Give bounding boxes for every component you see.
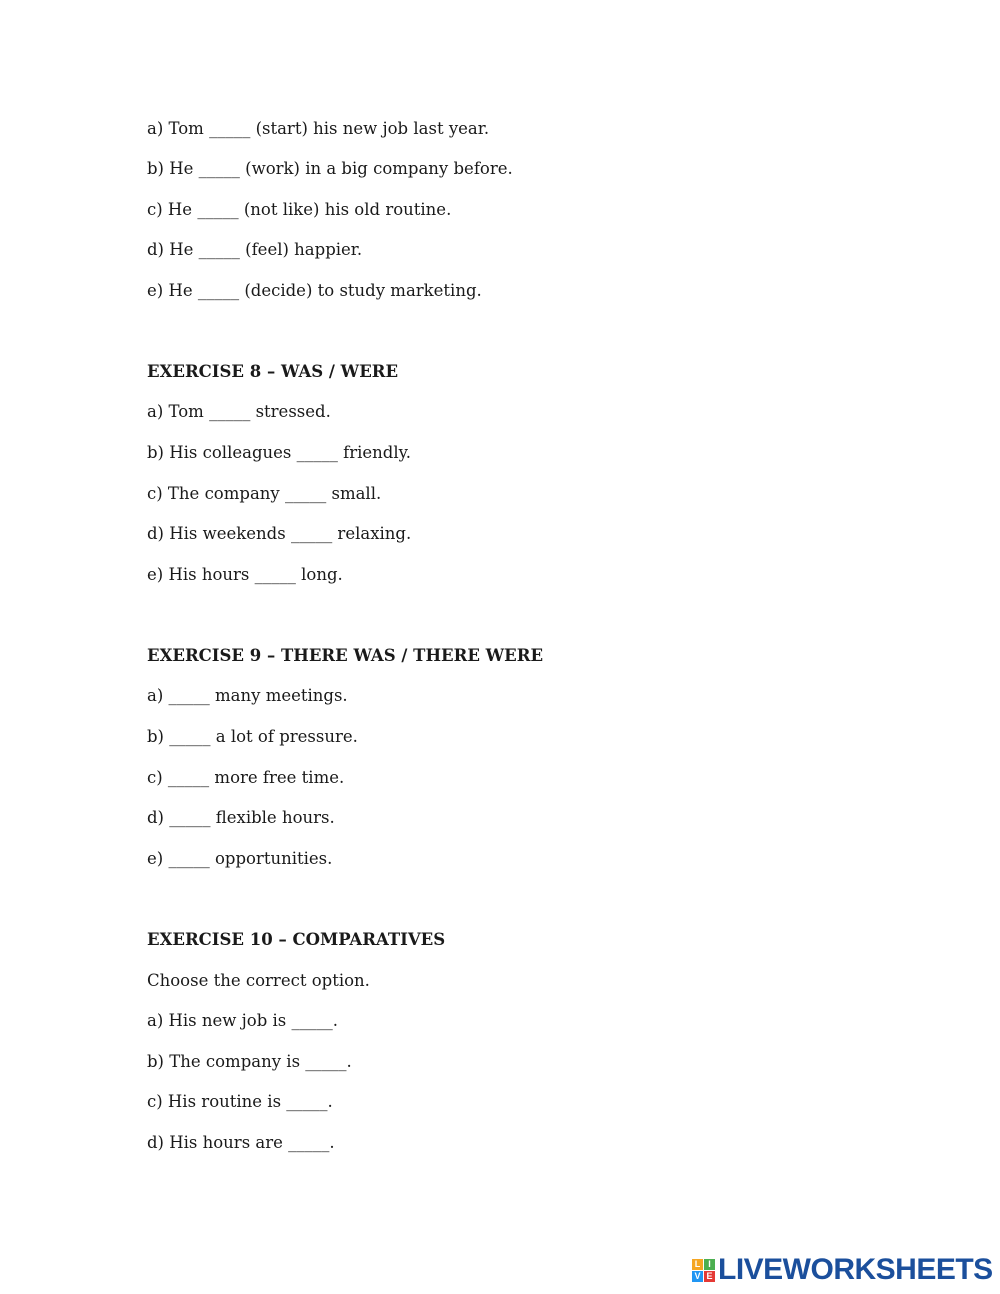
ex7-item-e: e) He _____ (decide) to study marketing. xyxy=(147,281,482,300)
logo-block-v: V xyxy=(692,1271,703,1282)
ex10-item-a: a) His new job is _____. xyxy=(147,1011,338,1030)
logo-block-i: I xyxy=(704,1259,715,1270)
ex7-item-c: c) He _____ (not like) his old routine. xyxy=(147,200,452,219)
ex8-item-a: a) Tom _____ stressed. xyxy=(147,402,331,421)
liveworksheets-logo xyxy=(692,1255,993,1285)
exercise-8-title: EXERCISE 8 – WAS / WERE xyxy=(147,362,399,381)
ex8-item-e: e) His hours _____ long. xyxy=(147,565,343,584)
ex10-instruction: Choose the correct option. xyxy=(147,971,370,990)
ex7-item-d: d) He _____ (feel) happier. xyxy=(147,240,363,259)
ex9-item-a: a) _____ many meetings. xyxy=(147,686,348,705)
ex10-item-c: c) His routine is _____. xyxy=(147,1092,333,1111)
ex10-item-d: d) His hours are _____. xyxy=(147,1133,335,1152)
ex9-item-e: e) _____ opportunities. xyxy=(147,849,333,868)
logo-mark-icon xyxy=(692,1259,715,1282)
ex10-item-b: b) The company is _____. xyxy=(147,1052,352,1071)
logo-block-e: E xyxy=(704,1271,715,1282)
logo-block-l: L xyxy=(692,1259,703,1270)
ex7-item-a: a) Tom _____ (start) his new job last year. xyxy=(147,119,490,138)
ex8-item-c: c) The company _____ small. xyxy=(147,484,382,503)
exercise-9-title: EXERCISE 9 – THERE WAS / THERE WERE xyxy=(147,646,544,665)
ex7-item-b: b) He _____ (work) in a big company before. xyxy=(147,159,513,178)
ex8-item-b: b) His colleagues _____ friendly. xyxy=(147,443,411,462)
ex9-item-c: c) _____ more free time. xyxy=(147,768,345,787)
logo-wordmark: LIVEWORKSHEETS xyxy=(718,1253,993,1286)
ex9-item-d: d) _____ flexible hours. xyxy=(147,808,335,827)
ex9-item-b: b) _____ a lot of pressure. xyxy=(147,727,358,746)
ex8-item-d: d) His weekends _____ relaxing. xyxy=(147,524,412,543)
exercise-10-title: EXERCISE 10 – COMPARATIVES xyxy=(147,930,446,949)
